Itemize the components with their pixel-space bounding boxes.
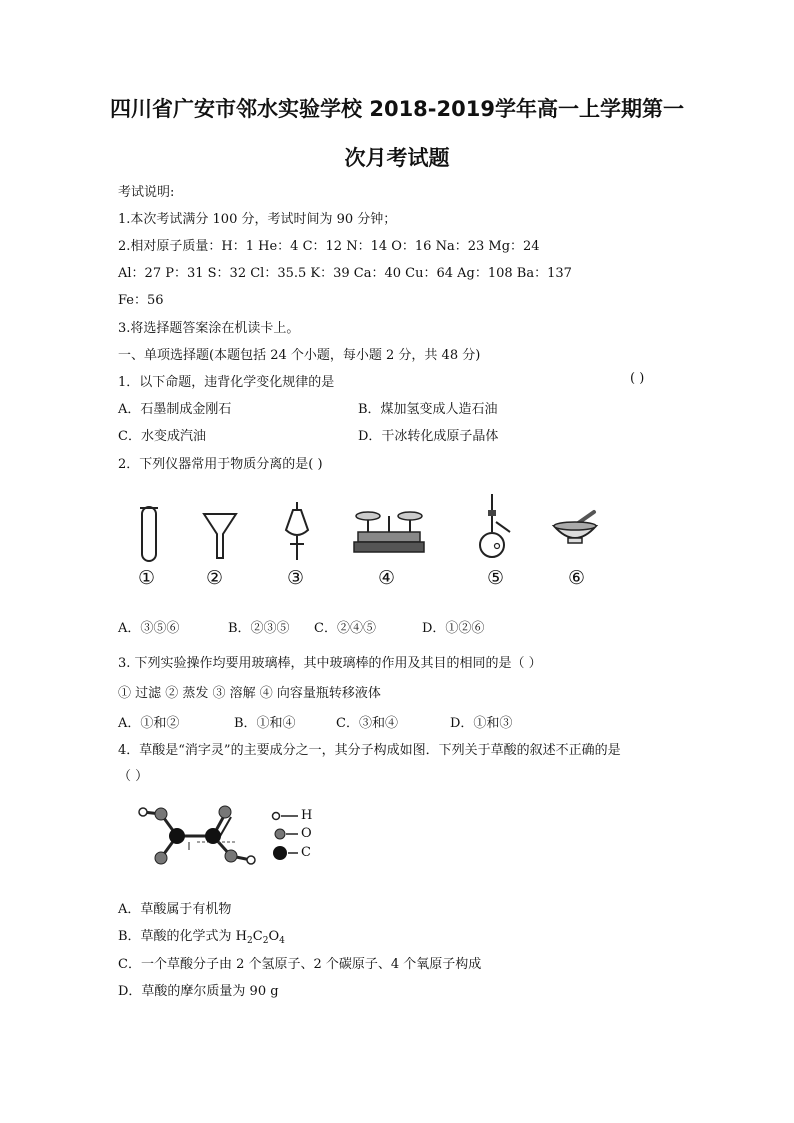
question-4-option-c: C．一个草酸分子由 2 个氢原子、2 个碳原子、4 个氧原子构成: [118, 957, 482, 972]
question-3-option-d: D．①和③: [450, 716, 513, 731]
question-2-option-d: D．①②⑥: [422, 621, 485, 636]
instruction-item-2-end: Fe：56: [118, 293, 164, 308]
funnel-icon: [202, 512, 238, 560]
exam-title-line2: 次月考试题: [344, 146, 450, 170]
question-3-operations: ① 过滤 ② 蒸发 ③ 溶解 ④ 向容量瓶转移液体: [118, 686, 381, 701]
apparatus-label-5: ⑤: [487, 567, 505, 589]
legend-oxygen-label: O: [301, 826, 312, 841]
question-1-option-c: C．水变成汽油: [118, 429, 206, 444]
question-1-stem: 1．以下命题，违背化学变化规律的是: [118, 375, 335, 390]
exam-title-line1: 四川省广安市邻水实验学校 2018-2019学年高一上学期第一: [110, 97, 684, 121]
oxalic-acid-molecule-diagram: [135, 800, 265, 870]
question-1-answer-slot: ( ): [630, 371, 645, 386]
apparatus-label-1: ①: [138, 567, 156, 589]
question-2-option-c: C．②④⑤: [314, 621, 376, 636]
question-1-option-a: A．石墨制成金刚石: [118, 402, 232, 417]
balance-scale-icon: [352, 508, 426, 556]
subscript-o: 4: [279, 936, 285, 946]
instructions-heading: 考试说明:: [118, 185, 175, 200]
question-3-option-b: B．①和④: [234, 716, 296, 731]
instruction-item-2: 2.相对原子质量：H：1 He：4 C：12 N：14 O：16 Na：23 Mg：24: [118, 239, 540, 254]
subscript-h: 2: [247, 936, 253, 946]
question-2-stem: 2．下列仪器常用于物质分离的是( ): [118, 457, 323, 472]
question-4-option-d: D．草酸的摩尔质量为 90 g: [118, 984, 279, 999]
apparatus-label-2: ②: [206, 567, 224, 589]
question-2-option-b: B．②③⑤: [228, 621, 290, 636]
question-1-option-b: B．煤加氢变成人造石油: [358, 402, 498, 417]
subscript-c: 2: [262, 936, 269, 946]
legend-hydrogen-label: H: [301, 808, 313, 823]
distillation-flask-icon: [478, 492, 512, 560]
question-3-option-c: C．③和④: [336, 716, 398, 731]
question-2-option-a: A．③⑤⑥: [118, 621, 180, 636]
instruction-item-2-cont: Al：27 P：31 S：32 Cl：35.5 K：39 Ca：40 Cu：64 Ag：108 Ba：137: [118, 266, 572, 281]
question-4-answer-slot: （ ）: [118, 769, 149, 784]
section-heading: 一、单项选择题(本题包括 24 个小题，每小题 2 分，共 48 分): [118, 348, 481, 363]
test-tube-icon: [138, 505, 160, 563]
instruction-item-1: 1.本次考试满分 100 分，考试时间为 90 分钟；: [118, 212, 397, 227]
question-4-option-a: A．草酸属于有机物: [118, 902, 232, 917]
molecule-legend: [270, 808, 330, 864]
option-b-oxygen: O: [268, 929, 280, 944]
question-3-stem: 3. 下列实验操作均要用玻璃棒，其中玻璃棒的作用及其目的相同的是（ ）: [118, 656, 542, 671]
question-4-stem: 4．草酸是“消字灵”的主要成分之一，其分子构成如图．下列关于草酸的叙述不正确的是: [118, 743, 621, 758]
apparatus-label-6: ⑥: [568, 567, 586, 589]
question-4-option-b: [118, 925, 285, 946]
apparatus-label-4: ④: [378, 567, 396, 589]
option-b-text: B．草酸的化学式为 H: [118, 929, 248, 944]
option-b-carbon: C: [252, 929, 263, 944]
apparatus-label-3: ③: [287, 567, 305, 589]
legend-carbon-label: C: [301, 845, 311, 860]
question-1-option-d: D．干冰转化成原子晶体: [358, 429, 499, 444]
separatory-funnel-icon: [282, 500, 312, 562]
mortar-pestle-icon: [552, 508, 598, 548]
question-3-option-a: A．①和②: [118, 716, 180, 731]
instruction-item-3: 3.将选择题答案涂在机读卡上。: [118, 321, 300, 336]
